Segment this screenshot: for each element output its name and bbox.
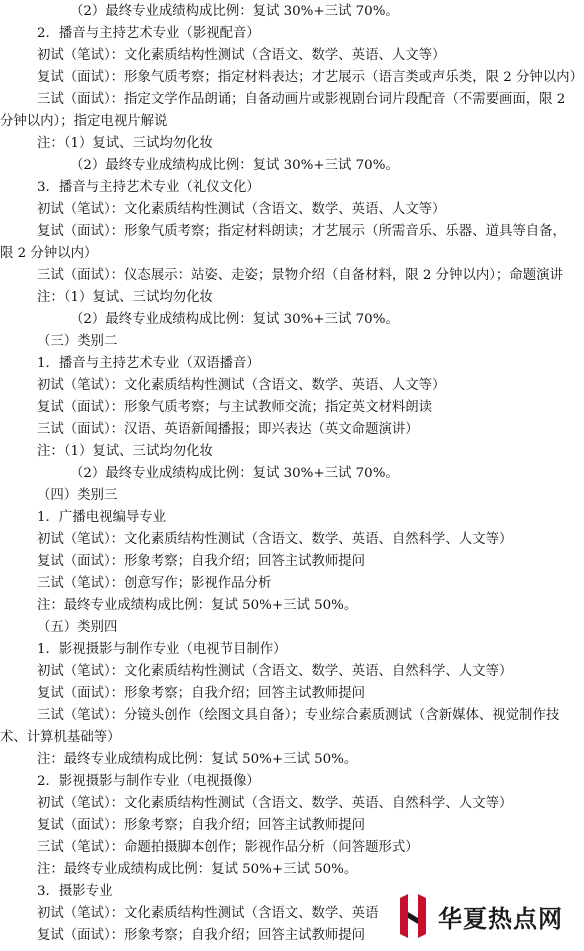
text-line: 三试（笔试）：分镜头创作（绘图文具自备）；专业综合素质测试（含新媒体、视觉制作技	[37, 708, 560, 723]
category-heading: （三）类别二	[37, 334, 118, 349]
text-line: 复试（面试）：形象考察；自我介绍；回答主试教师提问	[37, 686, 366, 701]
section-heading: 2．播音与主持艺术专业（影视配音）	[37, 26, 260, 41]
text-line: 复试（面试）：形象气质考察；指定材料朗读；才艺展示（所需音乐、乐器、道具等自备，	[37, 224, 566, 239]
note-line: （2）最终专业成绩构成比例：复试 30%+三试 70%。	[70, 466, 399, 481]
text-line: 初试（笔试）：文化素质结构性测试（含语文、数学、英语、人文等）	[37, 48, 446, 63]
category-heading: （五）类别四	[37, 620, 118, 635]
text-line: 初试（笔试）：文化素质结构性测试（含语文、数学、英语、自然科学、人文等）	[37, 532, 513, 547]
text-line: 限 2 分钟以内）	[0, 246, 98, 261]
text-line: 初试（笔试）：文化素质结构性测试（含语文、数学、英语、自然科学、人文等）	[37, 796, 513, 811]
text-line: 三试（笔试）：创意写作；影视作品分析	[37, 576, 272, 591]
site-watermark	[394, 891, 570, 941]
text-line: 复试（面试）：形象气质考察；与主试教师交流；指定英文材料朗读	[37, 400, 433, 415]
text-line: 复试（面试）：形象考察；自我介绍；回答主试教师提问	[37, 928, 366, 943]
text-line: 三试（笔试）：命题拍摄脚本创作；影视作品分析（问答题形式）	[37, 840, 419, 855]
text-line: 三试（面试）：仪态展示：站姿、走姿；景物介绍（自备材料，限 2 分钟以内）；命题演讲	[37, 268, 563, 283]
text-line: 初试（笔试）：文化素质结构性测试（含语文、数学、英语、人文等）	[37, 378, 446, 393]
section-heading: 1．广播电视编导专业	[37, 510, 167, 525]
section-heading: 1．影视摄影与制作专业（电视节目制作）	[37, 642, 287, 657]
note-line: （2）最终专业成绩构成比例：复试 30%+三试 70%。	[70, 158, 399, 173]
hx-logo-icon	[394, 892, 432, 940]
text-line: 复试（面试）：形象考察；自我介绍；回答主试教师提问	[37, 818, 366, 833]
note-line: 注：（1）复试、三试均勿化妆	[37, 444, 213, 459]
category-heading: （四）类别三	[37, 488, 118, 503]
watermark-text: 华夏热点网	[438, 904, 563, 933]
text-line: 三试（面试）：汉语、英语新闻播报；即兴表达（英文命题演讲）	[37, 422, 419, 437]
text-line: （2）最终专业成绩构成比例：复试 30%+三试 70%。	[70, 4, 399, 19]
note-line: 注：最终专业成绩构成比例：复试 50%+三试 50%。	[37, 598, 358, 613]
text-line: 初试（笔试）：文化素质结构性测试（含语文、数学、英语、自然科学、人文等）	[37, 664, 513, 679]
note-line: 注：最终专业成绩构成比例：复试 50%+三试 50%。	[37, 752, 358, 767]
note-line: 注：（1）复试、三试均勿化妆	[37, 136, 213, 151]
text-line: 复试（面试）：形象考察；自我介绍；回答主试教师提问	[37, 554, 366, 569]
text-line: 术、计算机基础等）	[0, 730, 121, 745]
section-heading: 3．摄影专业	[37, 884, 113, 899]
text-line: 初试（笔试）：文化素质结构性测试（含语文、数学、英语、人文等）	[37, 202, 446, 217]
text-line: 三试（面试）：指定文学作品朗诵；自备动画片或影视剧台词片段配音（不需要画面，限 2	[37, 92, 566, 107]
note-line: （2）最终专业成绩构成比例：复试 30%+三试 70%。	[70, 312, 399, 327]
section-heading: 2．影视摄影与制作专业（电视摄像）	[37, 774, 260, 789]
note-line: 注：（1）复试、三试均勿化妆	[37, 290, 213, 305]
section-heading: 3．播音与主持艺术专业（礼仪文化）	[37, 180, 260, 195]
text-line: 初试（笔试）：文化素质结构性测试（含语文、数学、英语	[37, 906, 379, 921]
text-line: 复试（面试）：形象气质考察；指定材料表达；才艺展示（语言类或声乐类，限 2 分钟以内）	[37, 70, 583, 85]
text-line: 分钟以内）；指定电视片解说	[0, 114, 168, 129]
section-heading: 1．播音与主持艺术专业（双语播音）	[37, 356, 260, 371]
note-line: 注：最终专业成绩构成比例：复试 50%+三试 50%。	[37, 862, 358, 877]
